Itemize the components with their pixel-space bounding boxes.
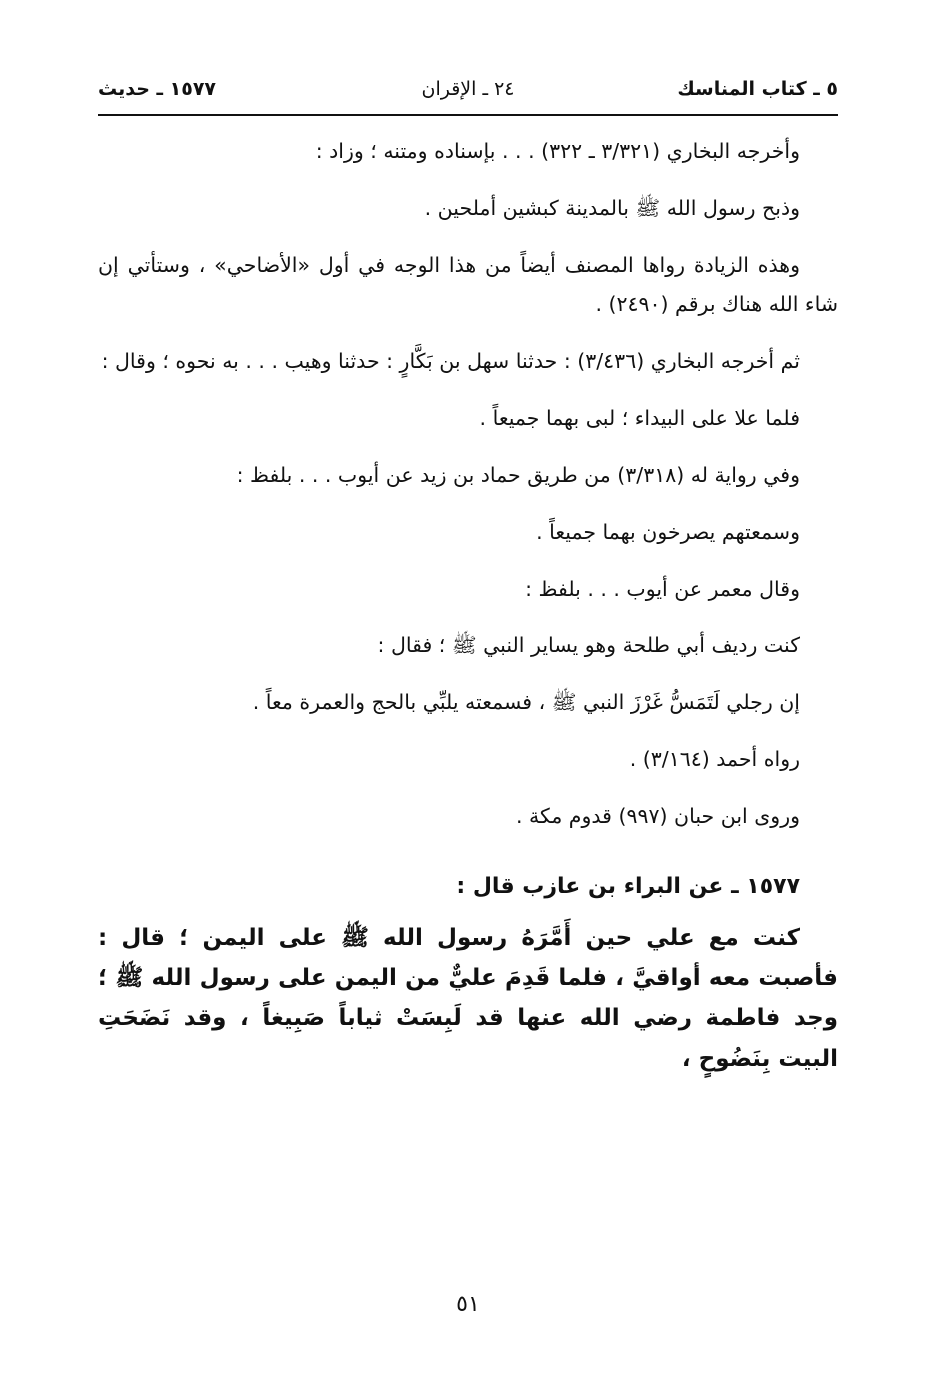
- paragraph: وسمعتهم يصرخون بهما جميعاً .: [536, 519, 800, 544]
- page-number: ٥١: [456, 1292, 480, 1317]
- hadith-title: ١٥٧٧ ـ عن البراء بن عازب قال :: [456, 874, 800, 900]
- header-section: ٢٤ ـ الإقران: [421, 78, 515, 100]
- paragraph: وقال معمر عن أيوب . . . بلفظ :: [525, 576, 800, 601]
- paragraph: فلما علا على البيداء ؛ لبى بهما جميعاً .: [479, 405, 800, 430]
- hadith-text: كنت مع علي حين أَمَّرَهُ رسول الله ﷺ على اليمن ؛ قال : فأصبت معه أواقيَّ ، فلما قَدِمَ عليٌّ من اليمن على رسول الله ﷺ ؛ وجد فاطمة رضي الله عنها قد لَبِسَتْ ثياباً صَبِيغاً ، وقد نَضَحَتِ البيت بِنَضُوحٍ ،: [98, 924, 838, 1072]
- paragraph: وذبح رسول الله ﷺ بالمدينة كبشين أملحين .: [424, 195, 800, 220]
- header-rule: [98, 114, 838, 116]
- paragraph: رواه أحمد (٣/١٦٤) .: [629, 747, 800, 772]
- running-header: [98, 78, 838, 114]
- header-chapter: ٥ ـ كتاب المناسك: [677, 78, 838, 100]
- paragraph: وروى ابن حبان (٩٩٧) قدوم مكة .: [515, 804, 800, 829]
- page-body: [98, 132, 838, 1079]
- paragraph: ثم أخرجه البخاري (٣/٤٣٦) : حدثنا سهل بن بَكَّارٍ : حدثنا وهيب . . . به نحوه ؛ وقال :: [101, 348, 800, 373]
- paragraph: وفي رواية له (٣/٣١٨) من طريق حماد بن زيد عن أيوب . . . بلفظ :: [236, 462, 800, 487]
- paragraph: وهذه الزيادة رواها المصنف أيضاً من هذا الوجه في أول «الأضاحي» ، وستأتي إن شاء الله هناك برقم (٢٤٩٠) .: [98, 252, 838, 316]
- paragraph: كنت رديف أبي طلحة وهو يساير النبي ﷺ ؛ فقال :: [377, 633, 800, 658]
- header-hadith-ref: ١٥٧٧ ـ حديث: [98, 78, 217, 100]
- paragraph: إن رجلي لَتَمَسُّ غَرْزَ النبي ﷺ ، فسمعته يلبِّي بالحج والعمرة معاً .: [252, 690, 800, 715]
- book-page: [98, 70, 838, 1350]
- paragraph: وأخرجه البخاري (٣/٣٢١ ـ ٣٢٢) . . . بإسناده ومتنه ؛ وزاد :: [315, 139, 800, 163]
